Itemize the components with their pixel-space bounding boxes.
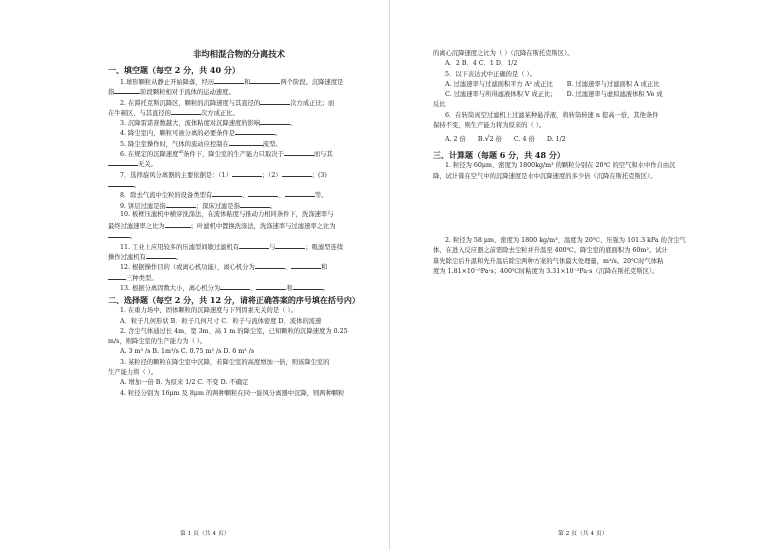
blank (291, 261, 321, 269)
choice-q6: 6．在转筒真空过滤机上过滤某种悬浮液，将转筒转速 n 提高一倍，其他条件 (445, 111, 659, 119)
fill-q12-cont: 三种类型。 (108, 272, 370, 282)
blank (220, 282, 250, 290)
sqrt-symbol: √ (484, 134, 490, 144)
document-title: 非均相混合物的分离技术 (192, 49, 286, 59)
choice-q1: 1. 在重力场中，固体颗粒的沉降速度与下列因素无关的是（ ）。 (120, 307, 297, 315)
blank (235, 127, 275, 135)
footer-page-2: 第 2 页（共 4 页） (558, 531, 608, 537)
fill-q10: 10. 板框压滤机中横穿洗涤法，在流体粘度与推动力相同条件下，洗涤速率与 (120, 210, 334, 218)
fill-q7: 7．选择旋风分离器的主要依据是：（1） ；（2） ；(3) (108, 169, 370, 179)
blank (108, 272, 126, 280)
blank (260, 97, 290, 105)
footer-page-1: 第 1 页（共 4 页） (180, 531, 230, 537)
blank (108, 230, 130, 238)
blank (146, 251, 176, 259)
choice-q1-options: A．粒子几何形状 B．粒子几何尺寸 C．粒子与流体密度 D．流体的流速 (120, 317, 322, 325)
calc-q2-cont1: 体，在进入反应器之前需除去尘粒并升温至 400℃。降尘室的底面积为 60m²。试计 (433, 247, 668, 255)
fill-q5: 5. 降尘室操作时，气体的流动应控制在 流型。 (108, 138, 370, 148)
blank (285, 189, 315, 197)
fill-q11: 11. 工业上应用较多的压滤型间歇过滤机有 与 ；吸滤型连续 (108, 241, 370, 251)
fill-q3: 3. 沉降雷诺准数越大，流体粘度对沉降速度的影响 。 (108, 117, 370, 127)
blank (232, 169, 262, 177)
choice-q5: 5．以下表达式中正确的是（ ）。 (445, 70, 537, 78)
fill-q13: 13. 根据分离因数大小，离心机分为 、 和 。 (108, 282, 370, 292)
fill-q7-cont: 。 (108, 179, 370, 189)
fill-q1-cont: 指 阶段颗粒相对于流体的运动速度。 (108, 86, 370, 96)
fill-q2-cont: 在牛顿区，与其直径的 次方成正比。 (108, 107, 370, 117)
choice-q4-cont: 的离心沉降速度之比为（ ）（沉降在斯托克斯区）。 (433, 50, 574, 57)
fill-q9: 9. 饼层过滤是指 ；深床过滤是指 。 (108, 200, 370, 210)
calc-section-header: 三、计算题（每题 6 分，共 48 分） (433, 150, 565, 161)
choice-q3: 3. 某粒径的颗粒在降尘室中沉降，若降尘室的高度增加一倍，则该降尘室的 (120, 358, 330, 366)
blank (293, 282, 323, 290)
blank (250, 76, 280, 84)
blank (166, 200, 196, 208)
blank (214, 76, 244, 84)
blank (255, 261, 285, 269)
blank (239, 241, 269, 249)
fill-q12: 12. 根据操作目的（或离心机功能），离心机分为 、 和 (108, 261, 370, 271)
fill-q10-cont2: 。 (108, 230, 370, 240)
choice-q4-options: A．2 B．4 C．1 D．1/2 (445, 60, 518, 68)
blank (282, 169, 312, 177)
page-2-content (433, 49, 733, 277)
fill-q8: 8．除去气流中尘粒的设备类型有 、 、 等。 (108, 189, 370, 199)
fill-q2: 2. 在滞托克斯沉降区，颗粒的沉降速度与其直径的 次方成正比；而 (108, 97, 370, 107)
blank (171, 107, 201, 115)
fill-q10-cont: 最终过滤速率之比为 ；叶滤机中置换洗涤法，洗涤速率与过滤速率之比为 (108, 220, 370, 230)
calc-q2-cont2: 算先除尘后升温和先升温后除尘两种方案的气体最大处理量，m³/s。20℃时气体粘 (433, 257, 664, 265)
choice-q6-cont: 保持不变，则生产能力将为原来的（ ）。 (433, 122, 546, 130)
calc-q1: 1. 粒径为 60μm、密度为 1800kg/m³ 的颗粒分别在 20℃ 的空气和水中作自由沉 (445, 162, 676, 170)
choice-q3-cont: 生产能力将（ ）。 (108, 369, 158, 377)
fill-section-header: 一、填空题（每空 2 分，共 40 分） (108, 65, 240, 75)
choice-q5-options-cd: C. 过滤速率与所得滤液体积 V 成正比； D. 过滤速率与虚拟滤液体积 Ve 成 (445, 91, 663, 99)
answer-space (433, 182, 733, 236)
page-1 (0, 0, 389, 550)
choice-q6-options: A. 2 倍 B.√2 倍 C. 4 倍 D. 1/2 (445, 134, 566, 144)
page-2 (390, 0, 779, 550)
choice-q4: 4. 粒径分别为 16μm 及 8μm 的两种颗粒在同一旋风分离器中沉降，则两种颗粒 (120, 389, 345, 397)
blank (108, 158, 138, 166)
choice-q3-options: A. 增加一倍 B. 为原来 1/2 C. 不变 D. 不确定 (120, 379, 249, 387)
fill-q4: 4. 降尘室内，颗粒可被分离的必要条件是 。 (108, 127, 370, 137)
blank (256, 282, 286, 290)
blank (248, 189, 278, 197)
blank (114, 86, 140, 94)
choice-section-header: 二、选择题（每空 2 分，共 12 分，请将正确答案的序号填在括号内） (108, 295, 360, 306)
choice-q2: 2. 含尘气体通过长 4m、宽 3m、高 1 m 的降尘室，已知颗粒的沉降速度为 0.25 (120, 327, 348, 335)
calc-q1-cont: 降，试计算在空气中的沉降速度是水中沉降速度的多少倍（沉降在斯托克斯区）。 (433, 172, 657, 180)
blank (108, 179, 134, 187)
blank (229, 138, 263, 146)
calc-q2-cont3: 度为 1.81×10⁻⁵Pa·s；400℃时粘度为 3.31×10⁻⁵Pa·s（沉降在斯托克斯区）。 (433, 267, 659, 275)
fill-q6-cont: 无关。 (108, 158, 370, 168)
choice-q2-options: A. 3 m³ /s B. 1m³/s C. 0.75 m³ /s D. 6 m³ /s (120, 348, 255, 356)
choice-q5-cont: 反比 (433, 101, 446, 109)
choice-q5-options-ab: A. 过滤速率与过滤面积平方 A² 成正比 B. 过滤速率与过滤面积 A 成正比 (445, 80, 660, 88)
blank (284, 148, 314, 156)
fill-q1: 1.球形颗粒从静止开始降落，经历 和 两个阶段。沉降速度是 (108, 76, 370, 86)
choice-q2-cont: m/s，则降尘室的生产能力为（ ）。 (108, 338, 207, 346)
page-1-content (108, 49, 370, 399)
fill-q11-cont: 操作过滤机有 。 (108, 251, 370, 261)
blank (212, 189, 242, 197)
blank (275, 241, 305, 249)
blank (260, 117, 290, 125)
blank (165, 220, 191, 228)
fill-q6: 6. 在规定的沉降速度$^{ut}$条件下，降尘室的生产能力只取决于 而与其 (120, 150, 333, 159)
blank (240, 200, 270, 208)
calc-q2: 2. 粒径为 58 μm、密度为 1800 kg/m³、温度为 20℃、压强为 101.3 kPa 的含尘气 (445, 236, 686, 244)
